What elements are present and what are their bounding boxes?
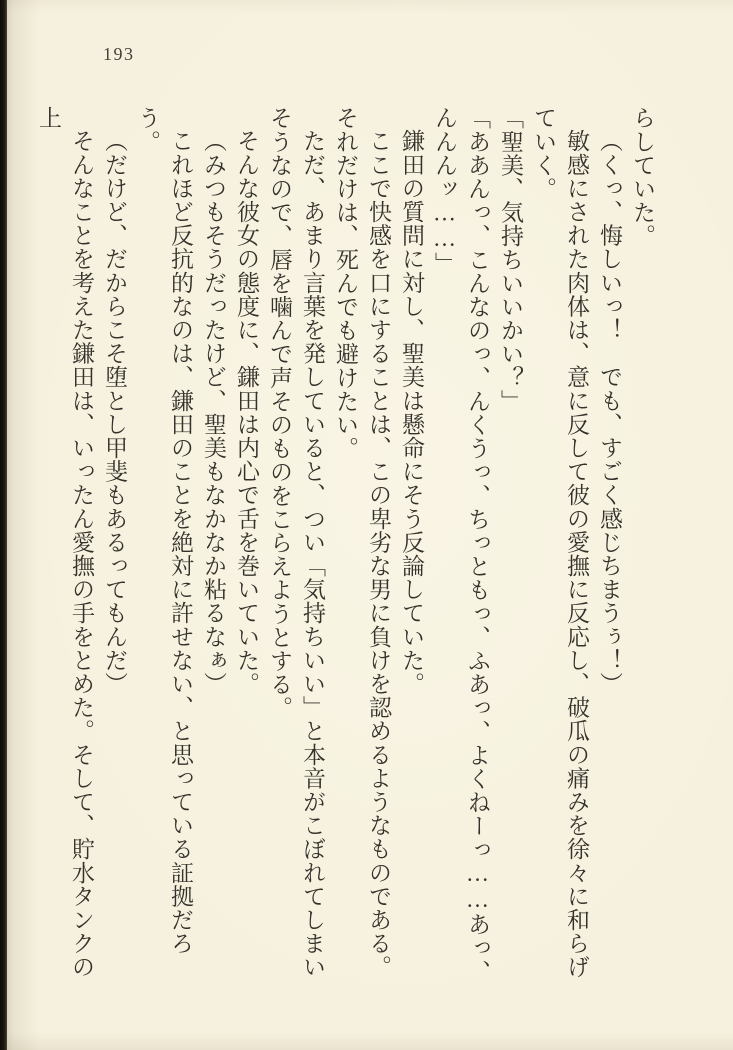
paragraph: 「ああんっ、こんなのっ、んくうっ、ちっともっ、ふあっ、よくねーっ……あっ、んんんッ……」	[432, 106, 490, 984]
page-number: 193	[103, 44, 135, 64]
paragraph: そんな彼女の態度に、鎌田は内心で舌を巻いていた。	[234, 129, 259, 696]
paragraph: ただ、あまり言葉を発していると、つい「気持ちいい」と本音がこぼれてしまいそうなので、唇を噛んで声そのものをこらえようとする。	[267, 106, 325, 979]
paragraph: そんなことを考えた鎌田は、いったん愛撫の手をとめた。そして、貯水タンクの上	[36, 106, 94, 979]
paragraph: （みつもそうだったけど、聖美もなかなか粘るなぁ）	[201, 129, 226, 696]
paragraph: （くっ、悔しいっ！ でも、すごく感じちまうぅ！）	[597, 129, 622, 696]
paragraph: これほど反抗的なのは、鎌田のことを絶対に許せない、と思っている証拠だろう。	[135, 106, 193, 955]
paragraph: ここで快感を口にすることは、この卑劣な男に負けを認めるようなものである。それだけは、死んでも避けたい。	[333, 106, 391, 979]
body-text	[32, 106, 659, 990]
paragraph: 敏感にされた肉体は、意に反して彼の愛撫に反応し、破瓜の痛みを徐々に和らげていく。	[531, 106, 589, 979]
binding-shadow	[0, 0, 7, 1050]
paragraph: らしていた。	[630, 106, 655, 248]
paragraph: （だけど、だからこそ堕とし甲斐もあるってもんだ）	[102, 129, 127, 696]
paragraph: 「聖美、気持ちいいかい？」	[498, 106, 523, 413]
paragraph: 鎌田の質問に対し、聖美は懸命にそう反論していた。	[399, 129, 424, 696]
